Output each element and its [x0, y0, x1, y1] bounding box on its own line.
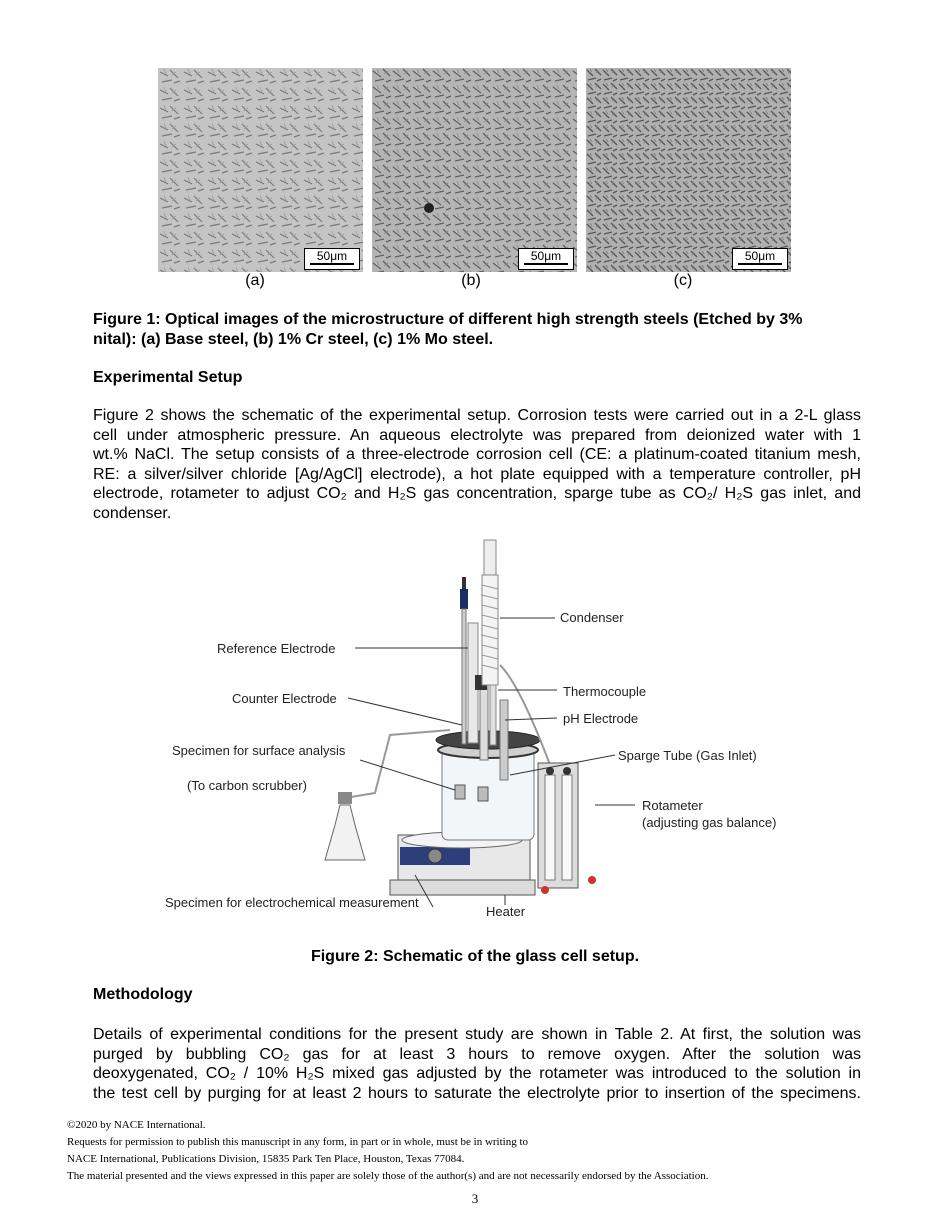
label-sparge-tube: Sparge Tube (Gas Inlet): [618, 748, 757, 763]
scale-bar-label: 50μm: [530, 249, 562, 263]
scale-bar-b: [518, 248, 574, 270]
scale-bar-label: 50μm: [316, 249, 348, 263]
methodology-paragraph: [93, 1025, 861, 1103]
text-line: the test cell by purging for at least 2 hours to saturate the electrolyte prior to insertion of the specimens.: [93, 1084, 861, 1102]
micrograph-c: [586, 68, 791, 272]
rotameter: [538, 763, 596, 894]
label-specimen-surface: Specimen for surface analysis: [172, 743, 346, 758]
label-rotameter: Rotameter: [642, 798, 703, 813]
text-line: Details of experimental conditions for the present study are shown in Table 2. At first, the solution was: [93, 1026, 861, 1043]
text-line: electrode, rotameter to adjust CO₂ and H₂S gas concentration, sparge tube as CO₂/ H₂S gas inlet, and: [93, 485, 861, 502]
text-line: purged by bubbling CO₂ gas for at least 3 hours to remove oxygen. After the solution was: [93, 1045, 861, 1063]
page-number: 3: [471, 1191, 479, 1206]
figure1-caption-line1: Figure 1: Optical images of the microstructure of different high strength steels (Etched by 3%: [93, 311, 803, 328]
label-reference-electrode: Reference Electrode: [217, 641, 336, 656]
scale-bar-label: 50μm: [744, 249, 776, 263]
hot-plate: [390, 832, 535, 895]
footer-address: NACE International, Publications Division, 15835 Park Ten Place, Houston, Texas 77084.: [67, 1153, 465, 1165]
label-thermocouple: Thermocouple: [563, 684, 647, 699]
condenser: [482, 540, 498, 685]
label-ph-electrode: pH Electrode: [563, 711, 639, 726]
text-line: deoxygenated, CO₂ / 10% H₂S mixed gas adjusted by the rotameter was introduced to the solution in: [93, 1065, 861, 1082]
methodology-heading: Methodology: [93, 986, 193, 1003]
micrograph-b: [372, 68, 577, 272]
micrograph-texture: [372, 68, 577, 272]
footer: [67, 1117, 897, 1185]
experimental-setup-paragraph: [93, 406, 861, 523]
scale-bar-a: [304, 248, 360, 270]
glass-cell-schematic: [150, 535, 810, 930]
scrubber-tube: [345, 730, 450, 798]
text-line: Figure 2 shows the schematic of the experimental setup. Corrosion tests were carried out in a 2-L glass: [93, 407, 861, 424]
footer-permission: Requests for permission to publish this manuscript in any form, in part or in whole, must be in writing to: [67, 1136, 529, 1148]
label-condenser: Condenser: [560, 610, 624, 625]
experimental-setup-heading: Experimental Setup: [93, 369, 243, 386]
sublabel-a: (a): [245, 272, 265, 289]
footer-disclaimer: The material presented and the views expressed in this paper are solely those of the author(s) and are not necessarily endorsed by the Association.: [67, 1170, 709, 1182]
text-line: wt.% NaCl. The setup consists of a three-electrode corrosion cell (CE: a platinum-coated titanium mesh,: [93, 446, 861, 463]
sublabel-c: (c): [673, 272, 693, 289]
scale-bar-c: [732, 248, 788, 270]
text-line: condenser.: [93, 504, 172, 522]
figure2-caption: Figure 2: Schematic of the glass cell setup.: [310, 948, 640, 965]
micrograph-texture: [586, 68, 791, 272]
label-carbon-scrubber: (To carbon scrubber): [187, 778, 307, 793]
micrograph-texture: [158, 68, 363, 272]
label-specimen-electrochem: Specimen for electrochemical measurement: [165, 895, 419, 910]
figure1-caption-line2: nital): (a) Base steel, (b) 1% Cr steel, (c) 1% Mo steel.: [93, 331, 494, 348]
footer-copyright: ©2020 by NACE International.: [67, 1119, 206, 1131]
carbon-scrubber-flask: [325, 792, 365, 860]
sublabel-b: (b): [461, 272, 481, 289]
micrograph-a: [158, 68, 363, 272]
figure1-caption: [93, 310, 863, 350]
label-rotameter-sub: (adjusting gas balance): [642, 815, 777, 830]
text-line: cell under atmospheric pressure. An aqueous electrolyte was prepared from deionized water with 1: [93, 426, 861, 444]
text-line: RE: a silver/silver chloride [Ag/AgCl] electrode), a hot plate equipped with a temperature controller, pH: [93, 465, 861, 483]
label-counter-electrode: Counter Electrode: [232, 691, 337, 706]
label-heater: Heater: [486, 904, 526, 919]
